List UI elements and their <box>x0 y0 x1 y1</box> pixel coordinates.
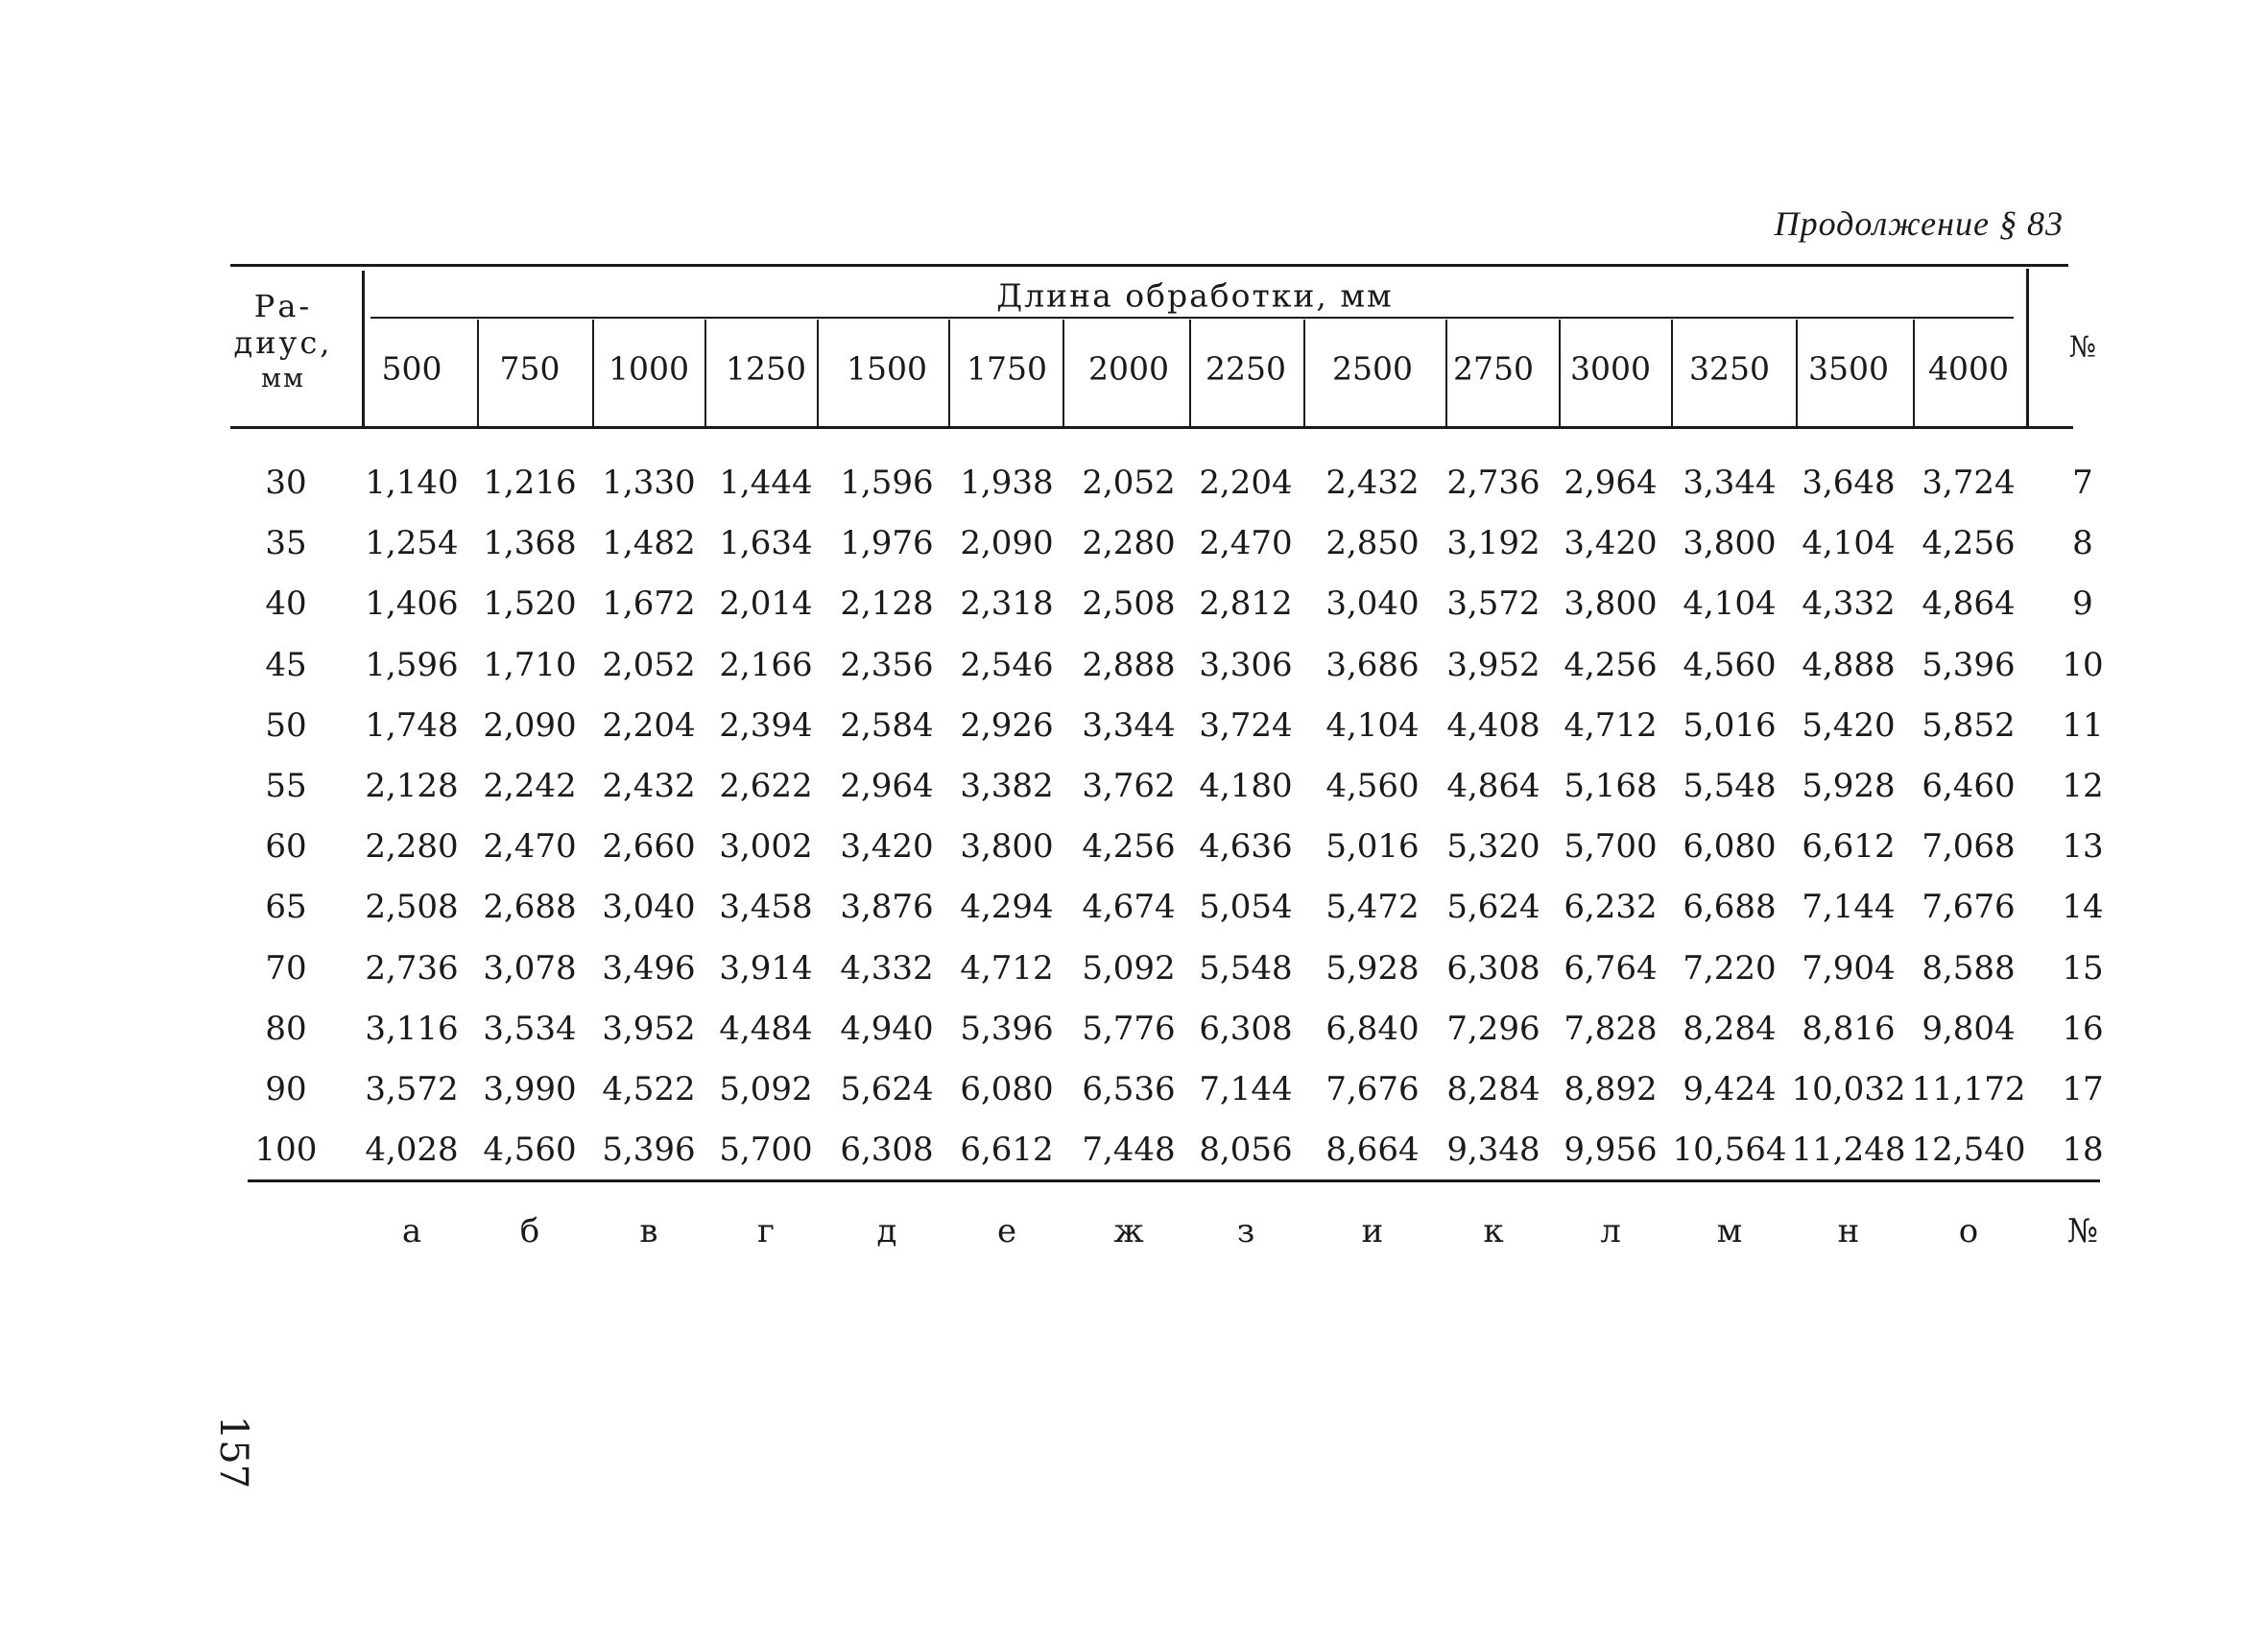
length-column-divider <box>1062 320 1064 426</box>
value-cell: 9,348 <box>1446 1131 1540 1170</box>
length-header: 2000 <box>1088 349 1169 388</box>
value-cell: 3,116 <box>365 1009 459 1048</box>
value-cell: 6,232 <box>1564 888 1658 927</box>
radius-column-divider <box>362 271 365 426</box>
value-cell: 3,914 <box>719 948 813 988</box>
value-cell: 2,470 <box>483 827 577 867</box>
value-cell: 4,332 <box>1802 584 1896 624</box>
value-cell: 2,508 <box>365 888 459 927</box>
value-cell: 4,864 <box>1922 584 2016 624</box>
length-column-divider <box>704 320 706 426</box>
value-cell: 4,636 <box>1199 827 1293 867</box>
row-number-cell: 14 <box>2062 888 2104 927</box>
value-cell: 3,192 <box>1446 524 1540 563</box>
value-cell: 3,382 <box>960 767 1054 805</box>
value-cell: 2,090 <box>483 705 577 745</box>
length-header: 2750 <box>1453 349 1534 388</box>
radius-header <box>230 288 336 397</box>
value-cell: 7,296 <box>1446 1009 1540 1048</box>
length-header: 2500 <box>1332 349 1413 388</box>
column-letter: в <box>639 1212 658 1250</box>
value-cell: 2,736 <box>1446 464 1540 502</box>
radius-cell: 55 <box>265 767 307 805</box>
column-letter: а <box>401 1212 422 1250</box>
value-cell: 6,080 <box>960 1070 1054 1108</box>
value-cell: 2,508 <box>1082 584 1176 624</box>
value-cell: 2,204 <box>602 705 696 745</box>
value-cell: 2,280 <box>365 827 459 867</box>
column-letter: д <box>876 1212 897 1250</box>
radius-cell: 100 <box>254 1131 318 1170</box>
length-header: 1000 <box>609 349 689 388</box>
value-cell: 7,144 <box>1802 888 1896 927</box>
value-cell: 3,040 <box>1325 584 1420 624</box>
value-cell: 6,460 <box>1922 767 2016 805</box>
value-cell: 4,180 <box>1199 767 1293 805</box>
value-cell: 2,964 <box>840 767 934 805</box>
column-letter: г <box>757 1212 775 1250</box>
value-cell: 5,624 <box>1446 888 1540 927</box>
value-cell: 4,560 <box>1325 767 1420 805</box>
value-cell: 4,522 <box>602 1070 696 1108</box>
value-cell: 5,396 <box>602 1131 696 1170</box>
value-cell: 4,104 <box>1325 705 1420 745</box>
radius-cell: 90 <box>265 1070 307 1108</box>
length-header: 750 <box>499 349 561 388</box>
value-cell: 2,280 <box>1082 524 1176 563</box>
value-cell: 3,420 <box>840 827 934 867</box>
value-cell: 3,040 <box>602 888 696 927</box>
value-cell: 1,748 <box>365 705 459 745</box>
value-cell: 2,546 <box>960 645 1054 684</box>
value-cell: 10,564 <box>1672 1131 1787 1170</box>
value-cell: 1,976 <box>840 524 934 563</box>
column-letter: з <box>1236 1212 1255 1250</box>
value-cell: 5,776 <box>1082 1009 1176 1048</box>
column-letter: к <box>1483 1212 1504 1250</box>
row-number-cell: 7 <box>2072 464 2093 502</box>
value-cell: 11,248 <box>1791 1131 1906 1170</box>
value-cell: 12,540 <box>1911 1131 2026 1170</box>
length-column-divider <box>1189 320 1191 426</box>
value-cell: 1,254 <box>365 524 459 563</box>
value-cell: 7,448 <box>1082 1131 1176 1170</box>
value-cell: 6,840 <box>1325 1009 1420 1048</box>
group-header-rule <box>370 317 2014 319</box>
length-header: 500 <box>381 349 442 388</box>
length-header: 3500 <box>1808 349 1889 388</box>
radius-cell: 80 <box>265 1009 307 1048</box>
value-cell: 3,800 <box>960 827 1054 867</box>
value-cell: 3,420 <box>1564 524 1658 563</box>
value-cell: 8,816 <box>1802 1009 1896 1048</box>
value-cell: 3,762 <box>1082 767 1176 805</box>
length-header: 3000 <box>1570 349 1651 388</box>
page-number: 157 <box>211 1415 256 1489</box>
value-cell: 6,308 <box>1199 1009 1293 1048</box>
value-cell: 5,420 <box>1802 705 1896 745</box>
value-cell: 2,432 <box>1325 464 1420 502</box>
continuation-caption: Продолжение § 83 <box>1774 204 2064 243</box>
value-cell: 2,052 <box>1082 464 1176 502</box>
value-cell: 2,166 <box>719 645 813 684</box>
row-number-cell: 13 <box>2062 827 2104 867</box>
value-cell: 3,344 <box>1082 705 1176 745</box>
footer-number-label: № <box>2066 1212 2099 1250</box>
value-cell: 3,344 <box>1683 464 1777 502</box>
value-cell: 3,078 <box>483 948 577 988</box>
value-cell: 6,688 <box>1683 888 1777 927</box>
radius-cell: 40 <box>265 584 307 624</box>
value-cell: 1,596 <box>365 645 459 684</box>
number-header: № <box>2068 330 2097 365</box>
value-cell: 2,128 <box>365 767 459 805</box>
value-cell: 2,432 <box>602 767 696 805</box>
value-cell: 6,080 <box>1683 827 1777 867</box>
radius-cell: 45 <box>265 645 307 684</box>
value-cell: 3,686 <box>1325 645 1420 684</box>
length-header: 1250 <box>726 349 806 388</box>
radius-cell: 60 <box>265 827 307 867</box>
value-cell: 2,128 <box>840 584 934 624</box>
value-cell: 4,408 <box>1446 705 1540 745</box>
radius-cell: 70 <box>265 948 307 988</box>
value-cell: 4,256 <box>1082 827 1176 867</box>
value-cell: 5,320 <box>1446 827 1540 867</box>
value-cell: 3,648 <box>1802 464 1896 502</box>
value-cell: 7,068 <box>1922 827 2016 867</box>
value-cell: 8,892 <box>1564 1070 1658 1108</box>
top-rule <box>230 264 2068 267</box>
value-cell: 1,444 <box>719 464 813 502</box>
length-column-divider <box>1303 320 1305 426</box>
row-number-cell: 10 <box>2062 645 2104 684</box>
value-cell: 7,676 <box>1325 1070 1420 1108</box>
column-letter: б <box>519 1212 540 1250</box>
radius-header-unit: мм <box>260 364 305 393</box>
length-column-divider <box>1796 320 1798 426</box>
radius-header-line: диус, <box>233 324 333 361</box>
value-cell: 3,876 <box>840 888 934 927</box>
value-cell: 3,534 <box>483 1009 577 1048</box>
length-group-header: Длина обработки, мм <box>996 276 1394 315</box>
value-cell: 4,332 <box>840 948 934 988</box>
value-cell: 9,956 <box>1564 1131 1658 1170</box>
table-bottom-rule <box>248 1179 2100 1182</box>
value-cell: 2,888 <box>1082 645 1176 684</box>
value-cell: 2,470 <box>1199 524 1293 563</box>
row-number-cell: 9 <box>2072 584 2093 624</box>
value-cell: 6,612 <box>1802 827 1896 867</box>
value-cell: 2,688 <box>483 888 577 927</box>
value-cell: 3,800 <box>1683 524 1777 563</box>
value-cell: 4,560 <box>483 1131 577 1170</box>
value-cell: 8,284 <box>1683 1009 1777 1048</box>
length-column-divider <box>592 320 594 426</box>
length-column-divider <box>1559 320 1561 426</box>
value-cell: 1,672 <box>602 584 696 624</box>
value-cell: 5,168 <box>1564 767 1658 805</box>
header-bottom-rule <box>230 426 2073 429</box>
value-cell: 1,330 <box>602 464 696 502</box>
value-cell: 4,864 <box>1446 767 1540 805</box>
row-number-cell: 12 <box>2062 767 2104 805</box>
value-cell: 8,664 <box>1325 1131 1420 1170</box>
column-letter: е <box>996 1212 1017 1250</box>
value-cell: 4,256 <box>1922 524 2016 563</box>
length-column-divider <box>1671 320 1673 426</box>
value-cell: 1,482 <box>602 524 696 563</box>
value-cell: 4,484 <box>719 1009 813 1048</box>
value-cell: 7,904 <box>1802 948 1896 988</box>
value-cell: 3,724 <box>1922 464 2016 502</box>
value-cell: 1,216 <box>483 464 577 502</box>
value-cell: 2,926 <box>960 705 1054 745</box>
value-cell: 4,712 <box>1564 705 1658 745</box>
value-cell: 8,284 <box>1446 1070 1540 1108</box>
value-cell: 3,724 <box>1199 705 1293 745</box>
value-cell: 2,014 <box>719 584 813 624</box>
length-header: 3250 <box>1689 349 1770 388</box>
value-cell: 4,674 <box>1082 888 1176 927</box>
value-cell: 2,204 <box>1199 464 1293 502</box>
value-cell: 5,548 <box>1199 948 1293 988</box>
length-column-divider <box>948 320 950 426</box>
value-cell: 3,306 <box>1199 645 1293 684</box>
value-cell: 5,472 <box>1325 888 1420 927</box>
value-cell: 3,572 <box>1446 584 1540 624</box>
length-column-divider <box>1913 320 1915 426</box>
value-cell: 4,104 <box>1683 584 1777 624</box>
value-cell: 1,520 <box>483 584 577 624</box>
column-letter: м <box>1716 1212 1743 1250</box>
column-letter: н <box>1837 1212 1860 1250</box>
value-cell: 2,850 <box>1325 524 1420 563</box>
value-cell: 5,016 <box>1683 705 1777 745</box>
value-cell: 6,764 <box>1564 948 1658 988</box>
value-cell: 5,548 <box>1683 767 1777 805</box>
value-cell: 6,612 <box>960 1131 1054 1170</box>
value-cell: 7,220 <box>1683 948 1777 988</box>
value-cell: 3,458 <box>719 888 813 927</box>
value-cell: 5,700 <box>719 1131 813 1170</box>
value-cell: 6,308 <box>840 1131 934 1170</box>
value-cell: 2,812 <box>1199 584 1293 624</box>
value-cell: 5,396 <box>1922 645 2016 684</box>
value-cell: 4,712 <box>960 948 1054 988</box>
radius-cell: 30 <box>265 464 307 502</box>
value-cell: 2,584 <box>840 705 934 745</box>
column-letter: о <box>1958 1212 1979 1250</box>
value-cell: 2,052 <box>602 645 696 684</box>
value-cell: 5,624 <box>840 1070 934 1108</box>
value-cell: 4,104 <box>1802 524 1896 563</box>
radius-cell: 50 <box>265 705 307 745</box>
value-cell: 10,032 <box>1791 1070 1906 1108</box>
value-cell: 4,940 <box>840 1009 934 1048</box>
value-cell: 4,294 <box>960 888 1054 927</box>
value-cell: 1,140 <box>365 464 459 502</box>
value-cell: 7,144 <box>1199 1070 1293 1108</box>
value-cell: 3,002 <box>719 827 813 867</box>
value-cell: 2,090 <box>960 524 1054 563</box>
value-cell: 4,256 <box>1564 645 1658 684</box>
column-letter: ж <box>1113 1212 1144 1250</box>
length-header: 2250 <box>1206 349 1286 388</box>
row-number-cell: 8 <box>2072 524 2093 563</box>
value-cell: 3,496 <box>602 948 696 988</box>
value-cell: 3,572 <box>365 1070 459 1108</box>
value-cell: 6,536 <box>1082 1070 1176 1108</box>
value-cell: 7,828 <box>1564 1009 1658 1048</box>
value-cell: 7,676 <box>1922 888 2016 927</box>
value-cell: 5,054 <box>1199 888 1293 927</box>
length-column-divider <box>477 320 479 426</box>
value-cell: 1,368 <box>483 524 577 563</box>
value-cell: 3,952 <box>602 1009 696 1048</box>
row-number-cell: 15 <box>2062 948 2104 988</box>
length-column-divider <box>817 320 819 426</box>
value-cell: 2,356 <box>840 645 934 684</box>
value-cell: 1,938 <box>960 464 1054 502</box>
value-cell: 5,016 <box>1325 827 1420 867</box>
value-cell: 2,736 <box>365 948 459 988</box>
value-cell: 9,804 <box>1922 1009 2016 1048</box>
value-cell: 1,634 <box>719 524 813 563</box>
value-cell: 2,242 <box>483 767 577 805</box>
value-cell: 9,424 <box>1683 1070 1777 1108</box>
value-cell: 2,318 <box>960 584 1054 624</box>
column-letter: л <box>1600 1212 1621 1250</box>
value-cell: 5,852 <box>1922 705 2016 745</box>
length-header: 1750 <box>967 349 1047 388</box>
value-cell: 4,888 <box>1802 645 1896 684</box>
value-cell: 1,710 <box>483 645 577 684</box>
value-cell: 8,056 <box>1199 1131 1293 1170</box>
radius-header-line: Ра- <box>253 288 313 324</box>
value-cell: 3,990 <box>483 1070 577 1108</box>
value-cell: 2,660 <box>602 827 696 867</box>
value-cell: 2,964 <box>1564 464 1658 502</box>
value-cell: 4,028 <box>365 1131 459 1170</box>
value-cell: 2,394 <box>719 705 813 745</box>
value-cell: 5,092 <box>1082 948 1176 988</box>
value-cell: 1,596 <box>840 464 934 502</box>
row-number-cell: 16 <box>2062 1009 2104 1048</box>
value-cell: 3,952 <box>1446 645 1540 684</box>
value-cell: 2,622 <box>719 767 813 805</box>
value-cell: 11,172 <box>1911 1070 2026 1108</box>
value-cell: 6,308 <box>1446 948 1540 988</box>
value-cell: 5,928 <box>1802 767 1896 805</box>
value-cell: 1,406 <box>365 584 459 624</box>
length-column-divider <box>1445 320 1447 426</box>
value-cell: 4,560 <box>1683 645 1777 684</box>
length-header: 1500 <box>847 349 927 388</box>
value-cell: 5,700 <box>1564 827 1658 867</box>
value-cell: 8,588 <box>1922 948 2016 988</box>
value-cell: 3,800 <box>1564 584 1658 624</box>
radius-cell: 65 <box>265 888 307 927</box>
value-cell: 5,092 <box>719 1070 813 1108</box>
radius-cell: 35 <box>265 524 307 563</box>
value-cell: 5,396 <box>960 1009 1054 1048</box>
length-header: 4000 <box>1928 349 2009 388</box>
row-number-cell: 18 <box>2062 1131 2104 1170</box>
column-letter: и <box>1361 1212 1384 1250</box>
row-number-cell: 11 <box>2062 705 2104 745</box>
row-number-cell: 17 <box>2062 1070 2104 1108</box>
number-column-divider <box>2026 269 2029 426</box>
value-cell: 5,928 <box>1325 948 1420 988</box>
